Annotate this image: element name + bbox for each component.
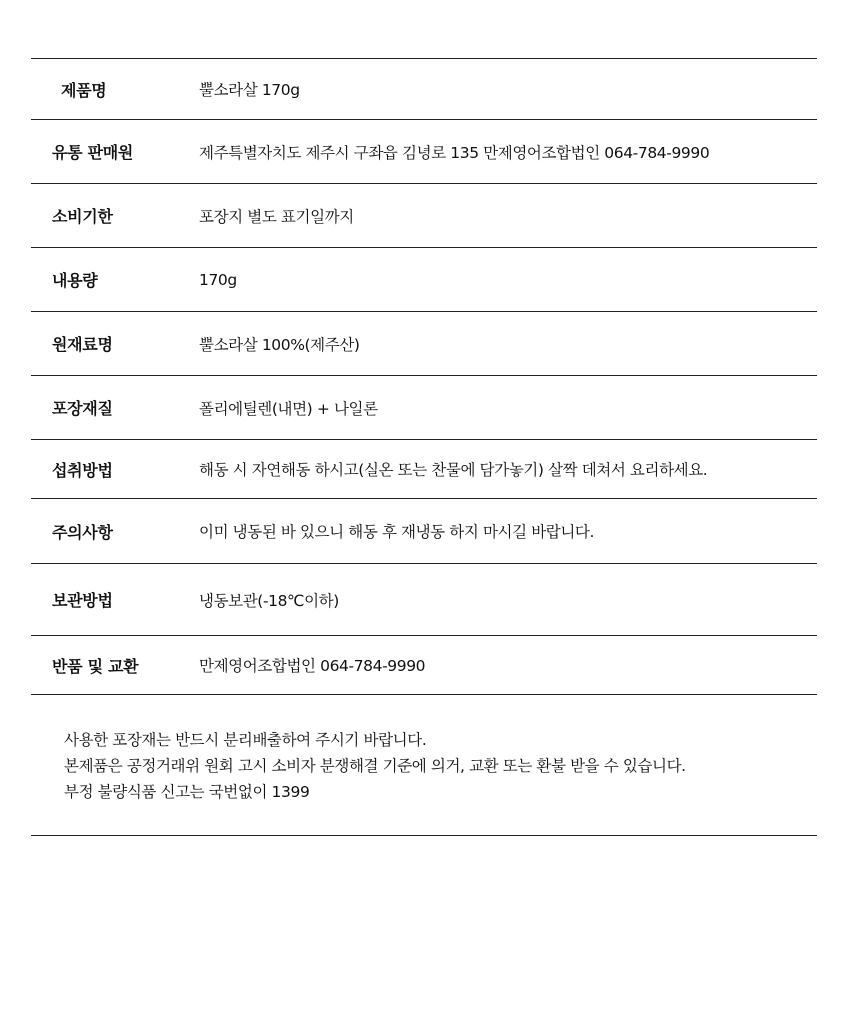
row-value: 만제영어조합법인 064-784-9990 xyxy=(199,657,426,675)
row-label: 유통 판매원 xyxy=(52,143,134,162)
row-label: 제품명 xyxy=(61,80,107,100)
row-value: 폴리에틸렌(내면) + 나일론 xyxy=(199,399,378,418)
row-value: 냉동보관(-18℃이하) xyxy=(199,591,339,610)
table-row xyxy=(31,312,817,376)
row-label: 주의사항 xyxy=(52,522,113,542)
row-value: 170g xyxy=(199,270,237,289)
row-label: 내용량 xyxy=(52,271,98,290)
table-row xyxy=(31,184,817,248)
table-row xyxy=(31,59,817,120)
notice-box xyxy=(31,695,817,836)
row-label: 보관방법 xyxy=(52,591,113,610)
row-value: 뿔소라살 170g xyxy=(199,81,300,99)
table-row xyxy=(31,120,817,184)
notice-line: 부정 불량식품 신고는 국번없이 1399 xyxy=(64,783,310,801)
row-value: 뿔소라살 100%(제주산) xyxy=(199,335,360,354)
table-row xyxy=(31,440,817,499)
row-label: 섭취방법 xyxy=(52,460,113,480)
row-value: 포장지 별도 표기일까지 xyxy=(199,207,354,226)
row-label: 원재료명 xyxy=(52,335,113,354)
row-value: 이미 냉동된 바 있으니 해동 후 재냉동 하지 마시길 바랍니다. xyxy=(199,523,595,541)
row-value: 해동 시 자연해동 하시고(실온 또는 찬물에 담가놓기) 살짝 데쳐서 요리하세요. xyxy=(199,461,708,479)
row-label: 포장재질 xyxy=(52,399,113,418)
table-row xyxy=(31,248,817,312)
row-label: 반품 및 교환 xyxy=(52,656,139,676)
table-row xyxy=(31,636,817,695)
row-label: 소비기한 xyxy=(52,207,113,226)
row-value: 제주특별자치도 제주시 구좌읍 김녕로 135 만제영어조합법인 064-784-9990 xyxy=(199,143,710,162)
table-row xyxy=(31,499,817,564)
product-info-table xyxy=(31,58,817,695)
notice-line: 사용한 포장재는 반드시 분리배출하여 주시기 바랍니다. xyxy=(64,731,427,749)
table-row xyxy=(31,376,817,440)
notice-line: 본제품은 공정거래위 원회 고시 소비자 분쟁해결 기준에 의거, 교환 또는 환불 받을 수 있습니다. xyxy=(64,757,686,775)
table-row xyxy=(31,564,817,636)
